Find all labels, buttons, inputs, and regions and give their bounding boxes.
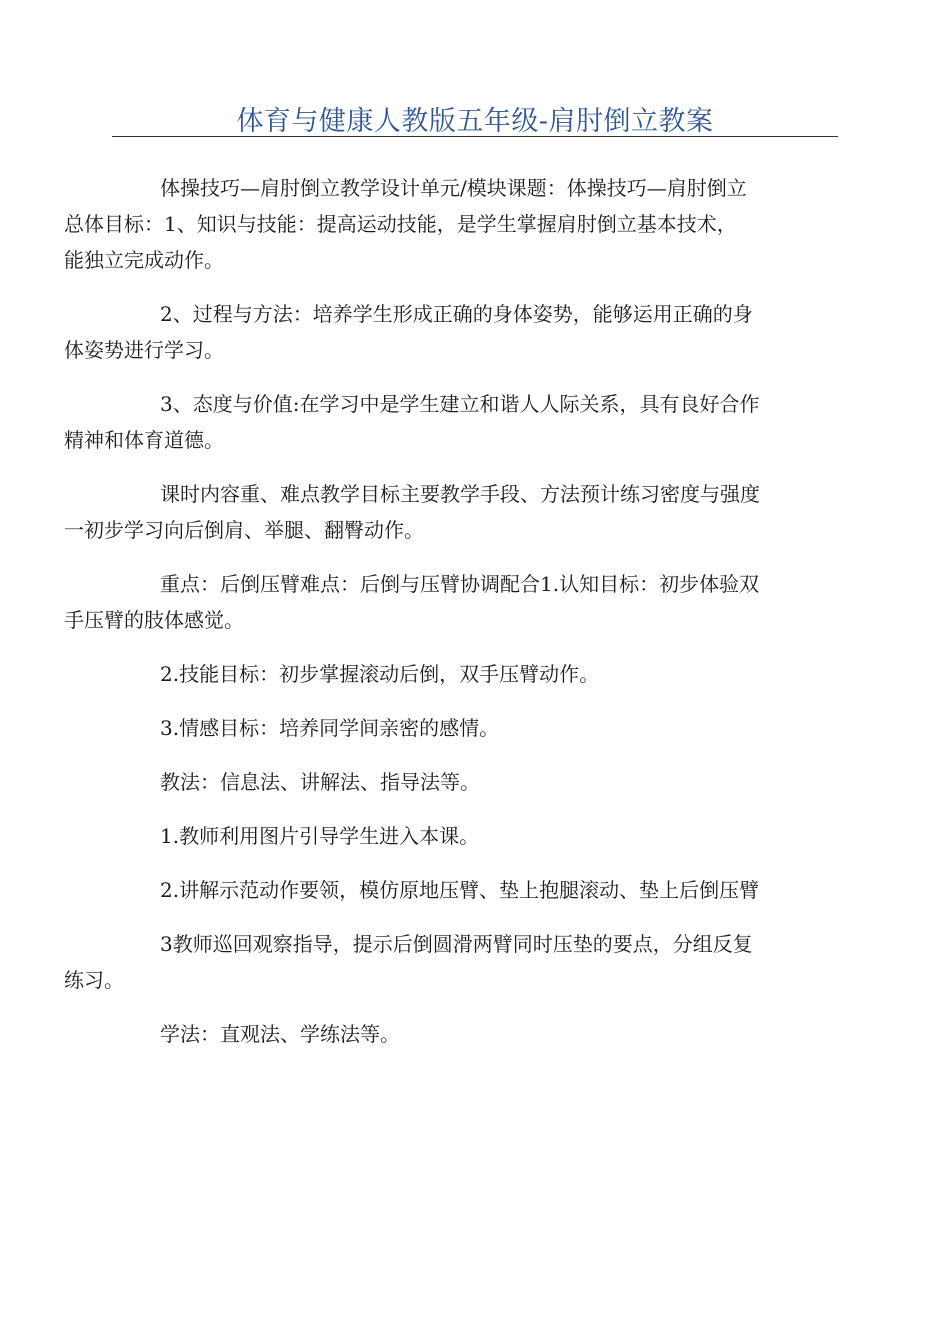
paragraph-line: 一初步学习向后倒肩、举腿、翻臀动作。 xyxy=(64,518,424,542)
paragraph-line: 总体目标：1、知识与技能：提高运动技能，是学生掌握肩肘倒立基本技术， xyxy=(64,212,737,236)
paragraph-line: 3教师巡回观察指导，提示后倒圆滑两臂同时压垫的要点，分组反复 xyxy=(160,932,753,956)
paragraph xyxy=(112,818,842,854)
paragraph-line: 体姿势进行学习。 xyxy=(64,338,224,362)
title-underline xyxy=(112,136,838,137)
document-title: 体育与健康人教版五年级-肩肘倒立教案 xyxy=(236,106,714,137)
paragraph-line: 2.讲解示范动作要领，模仿原地压臂、垫上抱腿滚动、垫上后倒压臂 xyxy=(160,878,760,902)
paragraph xyxy=(64,386,842,458)
paragraph xyxy=(112,656,842,692)
paragraph-line: 3.情感目标：培养同学间亲密的感情。 xyxy=(160,716,500,740)
paragraph-line: 学法：直观法、学练法等。 xyxy=(160,1022,400,1046)
paragraph xyxy=(64,296,842,368)
paragraph xyxy=(112,764,842,800)
paragraph xyxy=(64,170,842,278)
paragraph-line: 1.教师利用图片引导学生进入本课。 xyxy=(160,824,480,848)
paragraph xyxy=(64,926,842,998)
paragraph-line: 重点：后倒压臂难点：后倒与压臂协调配合1.认知目标：初步体验双 xyxy=(160,572,760,596)
paragraph xyxy=(112,1016,842,1052)
paragraph xyxy=(64,476,842,548)
paragraph xyxy=(112,872,842,908)
document-body xyxy=(64,170,842,1070)
paragraph-line: 课时内容重、难点教学目标主要教学手段、方法预计练习密度与强度 xyxy=(160,482,760,506)
paragraph-line: 能独立完成动作。 xyxy=(64,248,224,272)
paragraph-line: 精神和体育道德。 xyxy=(64,428,224,452)
paragraph-line: 2.技能目标：初步掌握滚动后倒，双手压臂动作。 xyxy=(160,662,600,686)
paragraph xyxy=(112,710,842,746)
paragraph-line: 教法：信息法、讲解法、指导法等。 xyxy=(160,770,480,794)
paragraph-line: 手压臂的肢体感觉。 xyxy=(64,608,244,632)
paragraph-line: 体操技巧—肩肘倒立教学设计单元/模块课题：体操技巧—肩肘倒立 xyxy=(160,176,747,200)
paragraph-line: 3、态度与价值:在学习中是学生建立和谐人人际关系，具有良好合作 xyxy=(160,392,760,416)
paragraph-line: 2、过程与方法：培养学生形成正确的身体姿势，能够运用正确的身 xyxy=(160,302,753,326)
paragraph xyxy=(64,566,842,638)
paragraph-line: 练习。 xyxy=(64,968,124,992)
